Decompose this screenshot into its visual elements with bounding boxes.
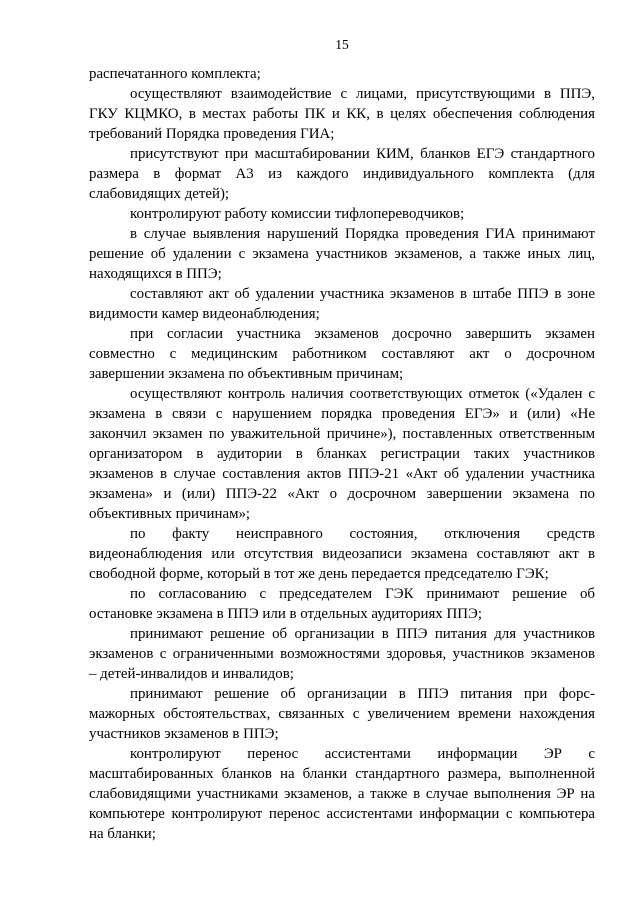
text-line: организатором в аудитории в бланках регистрации таких участников xyxy=(89,446,595,462)
text-line: видимости камер видеонаблюдения; xyxy=(89,306,320,322)
paragraph xyxy=(89,84,595,144)
text-line: контролируют перенос ассистентами информации ЭР с xyxy=(130,746,595,762)
text-line: экзамена» и (или) ППЭ-22 «Акт о досрочном завершении экзамена по xyxy=(89,486,595,502)
text-line: ГКУ КЦМКО, в местах работы ПК и КК, в целях обеспечения соблюдения xyxy=(89,106,595,122)
paragraph xyxy=(89,64,595,84)
text-line: составляют акт об удалении участника экзаменов в штабе ППЭ в зоне xyxy=(130,286,595,302)
paragraph xyxy=(89,524,595,584)
text-line: объективных причинам»; xyxy=(89,506,251,522)
text-line: контролируют работу комиссии тифлопереводчиков; xyxy=(130,206,465,222)
paragraph xyxy=(89,584,595,624)
text-line: находящихся в ППЭ; xyxy=(89,266,222,282)
body-text xyxy=(89,64,595,844)
text-line: слабовидящих детей); xyxy=(89,186,230,202)
text-line: видеонаблюдения или отсутствия видеозаписи экзамена составляют акт в xyxy=(89,546,595,562)
text-line: осуществляют контроль наличия соответствующих отметок («Удален с xyxy=(130,386,595,402)
text-line: масштабированных бланков на бланки стандартного размера, выполненной xyxy=(89,766,595,782)
paragraph xyxy=(89,324,595,384)
text-line: участников экзаменов в ППЭ; xyxy=(89,726,279,742)
text-line: мажорных обстоятельствах, связанных с увеличением времени нахождения xyxy=(89,706,595,722)
paragraph xyxy=(89,744,595,844)
text-line: завершении экзамена по объективным причинам; xyxy=(89,366,404,382)
text-line: на бланки; xyxy=(89,826,156,842)
paragraph xyxy=(89,624,595,684)
text-line: по согласованию с председателем ГЭК принимают решение об xyxy=(130,586,595,602)
paragraph xyxy=(89,224,595,284)
paragraph xyxy=(89,384,595,524)
text-line: при согласии участника экзаменов досрочно завершить экзамен xyxy=(130,326,595,342)
text-line: осуществляют взаимодействие с лицами, присутствующими в ППЭ, xyxy=(130,86,595,102)
text-line: принимают решение об организации в ППЭ питания для участников xyxy=(130,626,595,642)
text-line: экзамена в связи с нарушением порядка проведения ЕГЭ» и (или) «Не xyxy=(89,406,595,422)
text-line: требований Порядка проведения ГИА; xyxy=(89,126,335,142)
page-number: 15 xyxy=(335,37,349,52)
text-line: экзаменов с ограниченными возможностями здоровья, участников экзаменов xyxy=(89,646,595,662)
text-line: присутствуют при масштабировании КИМ, бланков ЕГЭ стандартного xyxy=(130,146,595,162)
text-line: совместно с медицинским работником составляют акт о досрочном xyxy=(89,346,595,362)
text-line: – детей-инвалидов и инвалидов; xyxy=(89,666,294,682)
text-line: экзаменов в случае составления актов ППЭ-21 «Акт об удалении участника xyxy=(89,466,595,482)
paragraph xyxy=(89,144,595,204)
text-line: закончил экзамен по уважительной причине»), поставленных ответственным xyxy=(89,426,595,442)
paragraph xyxy=(89,684,595,744)
text-line: в случае выявления нарушений Порядка проведения ГИА принимают xyxy=(130,226,595,242)
text-line: компьютере контролируют перенос ассистентами информации с компьютера xyxy=(89,806,595,822)
text-line: принимают решение об организации в ППЭ питания при форс- xyxy=(130,686,595,702)
text-line: решение об удалении с экзамена участников экзаменов, а также иных лиц, xyxy=(89,246,595,262)
text-line: по факту неисправного состояния, отключения средств xyxy=(130,526,595,542)
text-line: размера в формат А3 из каждого индивидуального комплекта (для xyxy=(89,166,595,182)
text-line: свободной форме, который в тот же день передается председателю ГЭК; xyxy=(89,566,549,582)
paragraph xyxy=(89,204,595,224)
text-line: слабовидящими участниками экзаменов, а также в случае выполнения ЭР на xyxy=(89,786,595,802)
text-line: остановке экзамена в ППЭ или в отдельных аудиториях ППЭ; xyxy=(89,606,482,622)
paragraph xyxy=(89,284,595,324)
text-line: распечатанного комплекта; xyxy=(89,66,261,82)
